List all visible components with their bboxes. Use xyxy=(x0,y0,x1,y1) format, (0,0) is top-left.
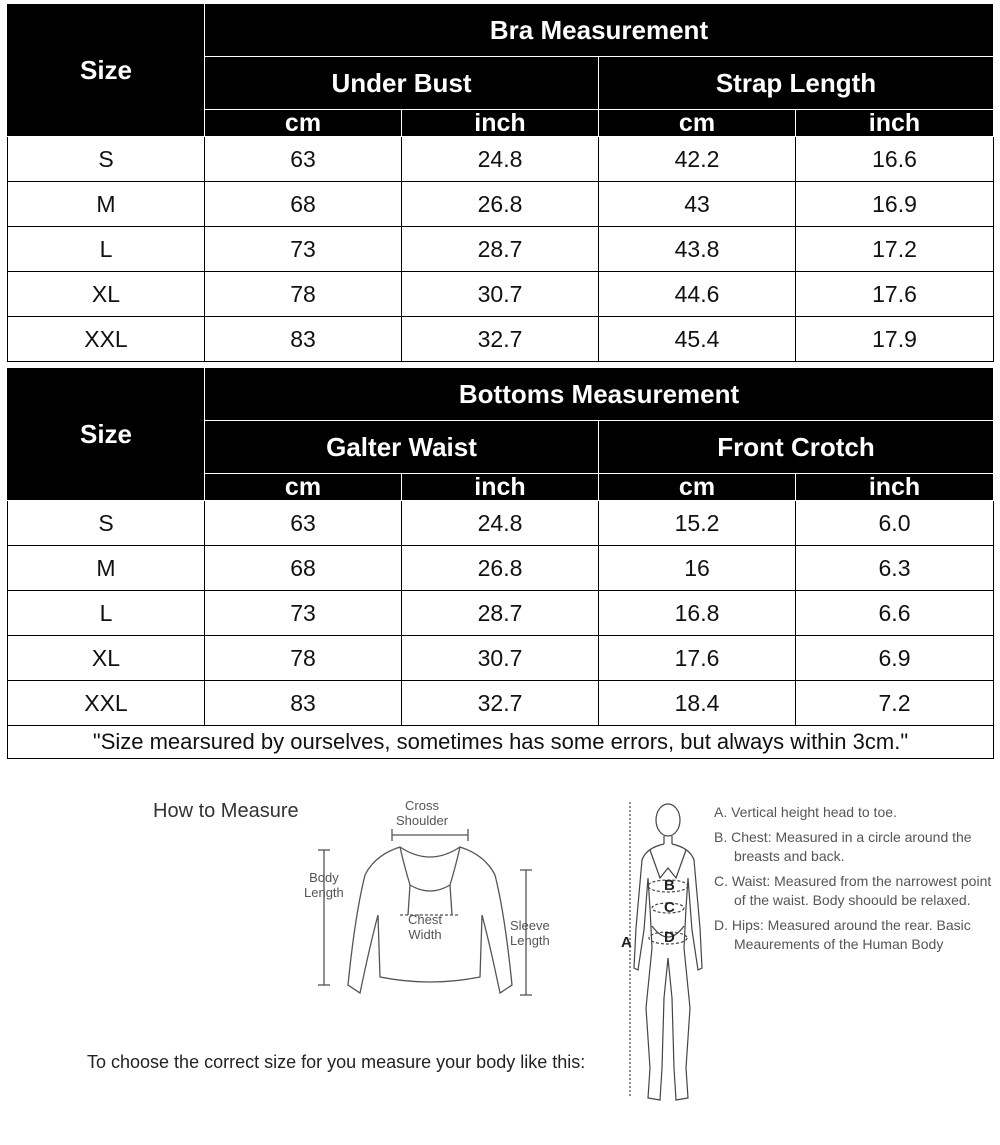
choose-size-instruction: To choose the correct size for you measure your body like this: xyxy=(87,1052,586,1072)
value-cell: 78 xyxy=(205,272,402,317)
size-cell: XXL xyxy=(8,317,205,362)
value-cell: 30.7 xyxy=(402,636,599,681)
value-cell: 24.8 xyxy=(402,137,599,182)
bra-measurement-table xyxy=(7,3,994,362)
sleeve-length-label: Sleeve Length xyxy=(510,918,550,948)
galter-waist-header: Galter Waist xyxy=(205,421,599,474)
chest-width-label: Chest Width xyxy=(408,912,442,942)
value-cell: 7.2 xyxy=(796,681,994,726)
value-cell: 83 xyxy=(205,681,402,726)
value-cell: 6.0 xyxy=(796,501,994,546)
value-cell: 28.7 xyxy=(402,227,599,272)
table-row xyxy=(8,636,994,681)
letter-c: C xyxy=(664,899,675,916)
unit-header: inch xyxy=(402,474,599,501)
unit-header: cm xyxy=(205,110,402,137)
size-cell: S xyxy=(8,137,205,182)
value-cell: 15.2 xyxy=(599,501,796,546)
table-row xyxy=(8,317,994,362)
table-row xyxy=(8,591,994,636)
value-cell: 26.8 xyxy=(402,546,599,591)
value-cell: 44.6 xyxy=(599,272,796,317)
bra-measurement-title: Bra Measurement xyxy=(205,4,994,57)
cross-shoulder-label: Cross Shoulder xyxy=(396,798,449,828)
body-figure-diagram xyxy=(620,798,710,1108)
unit-header: cm xyxy=(599,474,796,501)
size-cell: M xyxy=(8,182,205,227)
value-cell: 30.7 xyxy=(402,272,599,317)
unit-header: inch xyxy=(796,474,994,501)
note-height: A. Vertical height head to toe. xyxy=(714,804,897,820)
value-cell: 16 xyxy=(599,546,796,591)
value-cell: 73 xyxy=(205,227,402,272)
value-cell: 63 xyxy=(205,501,402,546)
value-cell: 16.8 xyxy=(599,591,796,636)
value-cell: 43.8 xyxy=(599,227,796,272)
value-cell: 28.7 xyxy=(402,591,599,636)
under-bust-header: Under Bust xyxy=(205,57,599,110)
unit-header: inch xyxy=(402,110,599,137)
size-cell: XL xyxy=(8,636,205,681)
strap-length-header: Strap Length xyxy=(599,57,994,110)
table-row xyxy=(8,272,994,317)
unit-header: inch xyxy=(796,110,994,137)
value-cell: 6.9 xyxy=(796,636,994,681)
how-to-measure-title: How to Measure xyxy=(153,800,299,822)
table-row xyxy=(8,501,994,546)
letter-d: D xyxy=(664,929,675,946)
size-cell: S xyxy=(8,501,205,546)
value-cell: 17.6 xyxy=(599,636,796,681)
note-hips: D. Hips: Measured around the rear. Basic Meaurements of the Human Body xyxy=(714,917,971,952)
size-cell: L xyxy=(8,227,205,272)
size-header: Size xyxy=(8,4,205,137)
bottoms-measurement-table xyxy=(7,367,994,759)
size-cell: M xyxy=(8,546,205,591)
value-cell: 16.9 xyxy=(796,182,994,227)
value-cell: 63 xyxy=(205,137,402,182)
value-cell: 17.6 xyxy=(796,272,994,317)
value-cell: 83 xyxy=(205,317,402,362)
value-cell: 78 xyxy=(205,636,402,681)
value-cell: 6.6 xyxy=(796,591,994,636)
value-cell: 18.4 xyxy=(599,681,796,726)
size-header: Size xyxy=(8,368,205,501)
value-cell: 24.8 xyxy=(402,501,599,546)
letter-a: A xyxy=(621,934,632,951)
note-chest: B. Chest: Measured in a circle around the breasts and back. xyxy=(714,829,972,864)
size-disclaimer: "Size mearsured by ourselves, sometimes has some errors, but always within 3cm." xyxy=(8,726,994,759)
value-cell: 45.4 xyxy=(599,317,796,362)
size-cell: XXL xyxy=(8,681,205,726)
bottoms-measurement-title: Bottoms Measurement xyxy=(205,368,994,421)
value-cell: 26.8 xyxy=(402,182,599,227)
table-row xyxy=(8,546,994,591)
value-cell: 6.3 xyxy=(796,546,994,591)
table-row xyxy=(8,137,994,182)
value-cell: 43 xyxy=(599,182,796,227)
table-row xyxy=(8,227,994,272)
value-cell: 17.9 xyxy=(796,317,994,362)
table-row xyxy=(8,182,994,227)
value-cell: 17.2 xyxy=(796,227,994,272)
value-cell: 42.2 xyxy=(599,137,796,182)
measurement-notes xyxy=(714,803,994,960)
value-cell: 68 xyxy=(205,546,402,591)
table-row xyxy=(8,681,994,726)
value-cell: 73 xyxy=(205,591,402,636)
value-cell: 16.6 xyxy=(796,137,994,182)
size-cell: L xyxy=(8,591,205,636)
front-crotch-header: Front Crotch xyxy=(599,421,994,474)
body-length-label: Body Length xyxy=(304,870,344,900)
unit-header: cm xyxy=(599,110,796,137)
letter-b: B xyxy=(664,877,675,894)
unit-header: cm xyxy=(205,474,402,501)
size-cell: XL xyxy=(8,272,205,317)
value-cell: 68 xyxy=(205,182,402,227)
value-cell: 32.7 xyxy=(402,317,599,362)
value-cell: 32.7 xyxy=(402,681,599,726)
note-waist: C. Waist: Measured from the narrowest point of the waist. Body shoould be relaxed. xyxy=(714,873,992,908)
